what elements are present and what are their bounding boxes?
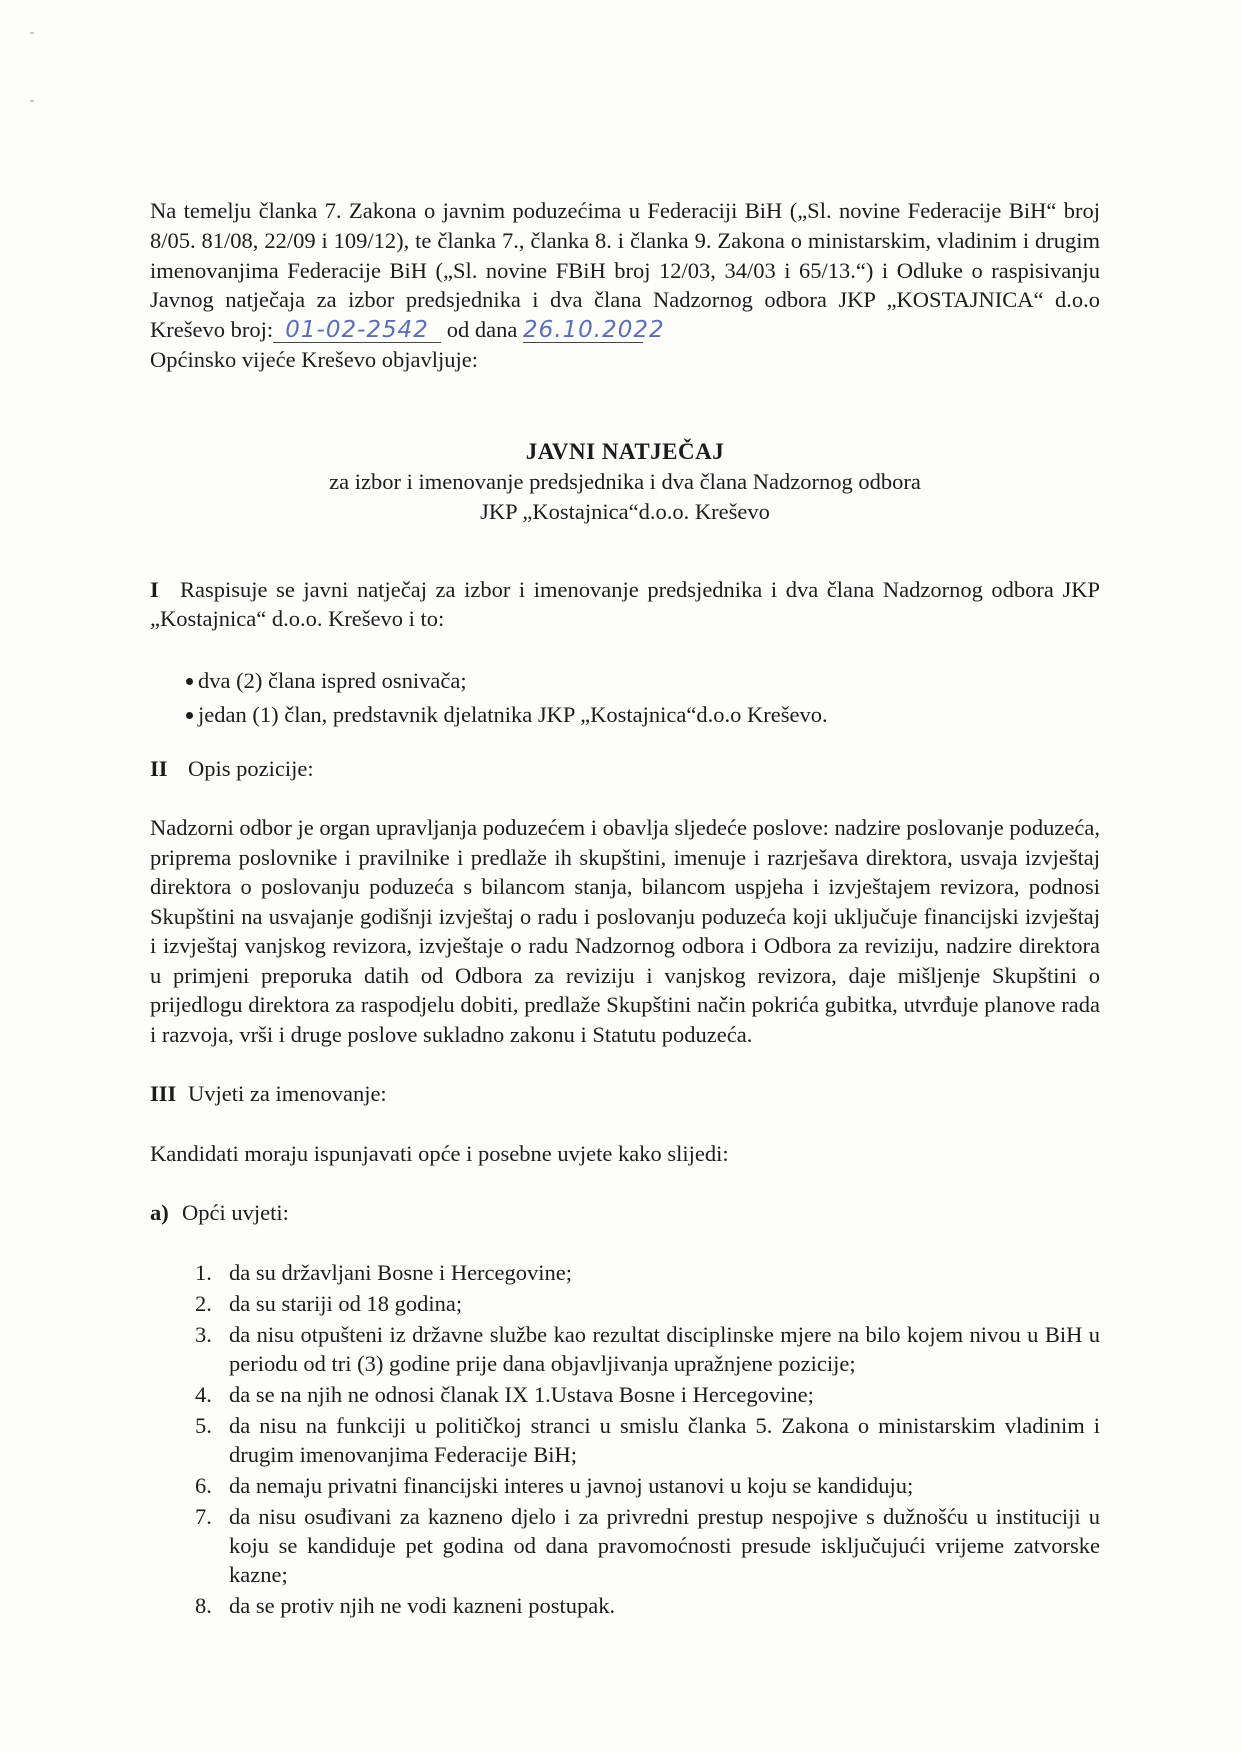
section-1-paragraph: [150, 575, 1100, 634]
document-heading: [150, 437, 1100, 527]
scan-mark-bottom: [30, 100, 34, 102]
list-item: 3. da nisu otpušteni iz državne službe kao rezultat disciplinske mjere na bilo kojem nivou u BiH u periodu od tri (3) godine prije dana objavljivanja upražnjene pozicije;: [195, 1321, 1100, 1376]
list-item: 6. da nemaju privatni financijski interes u javnoj ustanovi u koju se kandiduju;: [195, 1472, 914, 1498]
handwritten-date: 26.10.2022: [522, 317, 665, 344]
section-2-text: Nadzorni odbor je organ upravljanja poduzećem i obavlja sljedeće poslove: nadzire poslovanje poduzeća, priprema poslovnike i pravilnike i predlaže ih skupštini, imenuje i razrješava direktora, usvaja izvještaj direktora o poslovanju poduzeća s bilancom stanja, bilancom uspjeha i izvještajem revizora, podnosi Skupštini na usvajanje godišnji izvještaj o radu i poslovanju poduzeća koji uključuje financijski izvještaj i izvještaj vanjskog revizora, izvještaje o radu Nadzornog odbora i Odbora za reviziju, nadzire direktora u primjeni preporuka datih od Odbora za reviziju i vanjskog revizora, daje mišljenje Skupštini o prijedlogu direktora za raspodjelu dobiti, predlaže Skupštini način pokrića gubitka, utvrđuje planove rada i razvoja, vrši i druge poslove sukladno zakonu i Statutu poduzeća.: [150, 815, 1100, 1047]
sub-letter: a): [150, 1200, 169, 1226]
heading-subtitle-line2: JKP „Kostajnica“d.o.o. Kreševo: [480, 498, 770, 524]
list-item: 4. da se na njih ne odnosi članak IX 1.Ustava Bosne i Hercegovine;: [195, 1381, 814, 1407]
list-item: dva (2) člana ispred osnivača;: [150, 664, 1100, 698]
list-item: 2. da su stariji od 18 godina;: [195, 1290, 463, 1316]
section-2: [150, 754, 1100, 1050]
publisher-line: Općinsko vijeće Kreševo objavljuje:: [150, 346, 479, 372]
section-2-numeral: II: [150, 755, 168, 781]
sub-title: Opći uvjeti:: [182, 1200, 289, 1226]
section-1-bullet-list: [150, 664, 1100, 732]
general-conditions-heading: [150, 1198, 1100, 1228]
intro-paragraph: [150, 196, 1100, 345]
section-3: [150, 1079, 1100, 1620]
section-1-text: Raspisuje se javni natječaj za izbor i imenovanje predsjednika i dva člana Nadzornog odbora JKP „Kostajnica“ d.o.o. Kreševo i to:: [150, 576, 1100, 632]
intro-text: Na temelju članka 7. Zakona o javnim poduzećima u Federaciji BiH („Sl. novine Federacije BiH“ broj 8/05. 81/08, 22/09 i 109/12), te članka 7., članka 8. i članka 9. Zakona o ministarskim, vladinim i drugim imenovanjima Federacije BiH („Sl. novine FBiH broj 12/03, 34/03 i 65/13.“) i Odluke o raspisivanju Javnog natječaja za izbor predsjednika i dva člana Nadzornog odbora JKP „KOSTAJNICA“ d.o.o Kreševo broj:: [150, 198, 1100, 343]
list-item: 7. da nisu osuđivani za kazneno djelo i za privredni prestup nespojive s dužnošću u instituciji u koju se kandiduje pet godina od dana pravomoćnosti presude isključujući vrijeme zatvorske kazne;: [195, 1503, 1100, 1587]
scan-mark-top: [30, 32, 34, 34]
conditions-list: [150, 1258, 1100, 1620]
list-item: 5. da nisu na funkciji u političkoj stranci u smislu članka 5. Zakona o ministarskim vladinim i drugim imenovanjima Federacije BiH;: [195, 1412, 1100, 1467]
list-item: jedan (1) član, predstavnik djelatnika JKP „Kostajnica“d.o.o Kreševo.: [150, 698, 1100, 732]
section-2-heading: [150, 754, 1100, 784]
section-2-title: Opis pozicije:: [188, 755, 314, 781]
handwritten-decision-number: 01-02-2542: [273, 318, 441, 343]
bullet-icon: [186, 678, 193, 685]
document-page: [150, 196, 1100, 1622]
page-title: JAVNI NATJEČAJ: [525, 438, 725, 464]
bullet-icon: [186, 712, 193, 719]
list-item: 1. da su državljani Bosne i Hercegovine;: [195, 1259, 573, 1285]
section-3-intro: Kandidati moraju ispunjavati opće i posebne uvjete kako slijedi:: [150, 1140, 729, 1166]
section-3-numeral: III: [150, 1081, 177, 1107]
section-1: [150, 575, 1100, 732]
section-3-heading: [150, 1079, 1100, 1109]
od-dana-label: od dana: [446, 317, 518, 343]
list-item: 8. da se protiv njih ne vodi kazneni postupak.: [195, 1592, 616, 1618]
section-3-title: Uvjeti za imenovanje:: [188, 1081, 387, 1107]
heading-subtitle-line1: za izbor i imenovanje predsjednika i dva člana Nadzornog odbora: [329, 468, 921, 494]
section-1-numeral: I: [150, 576, 159, 602]
